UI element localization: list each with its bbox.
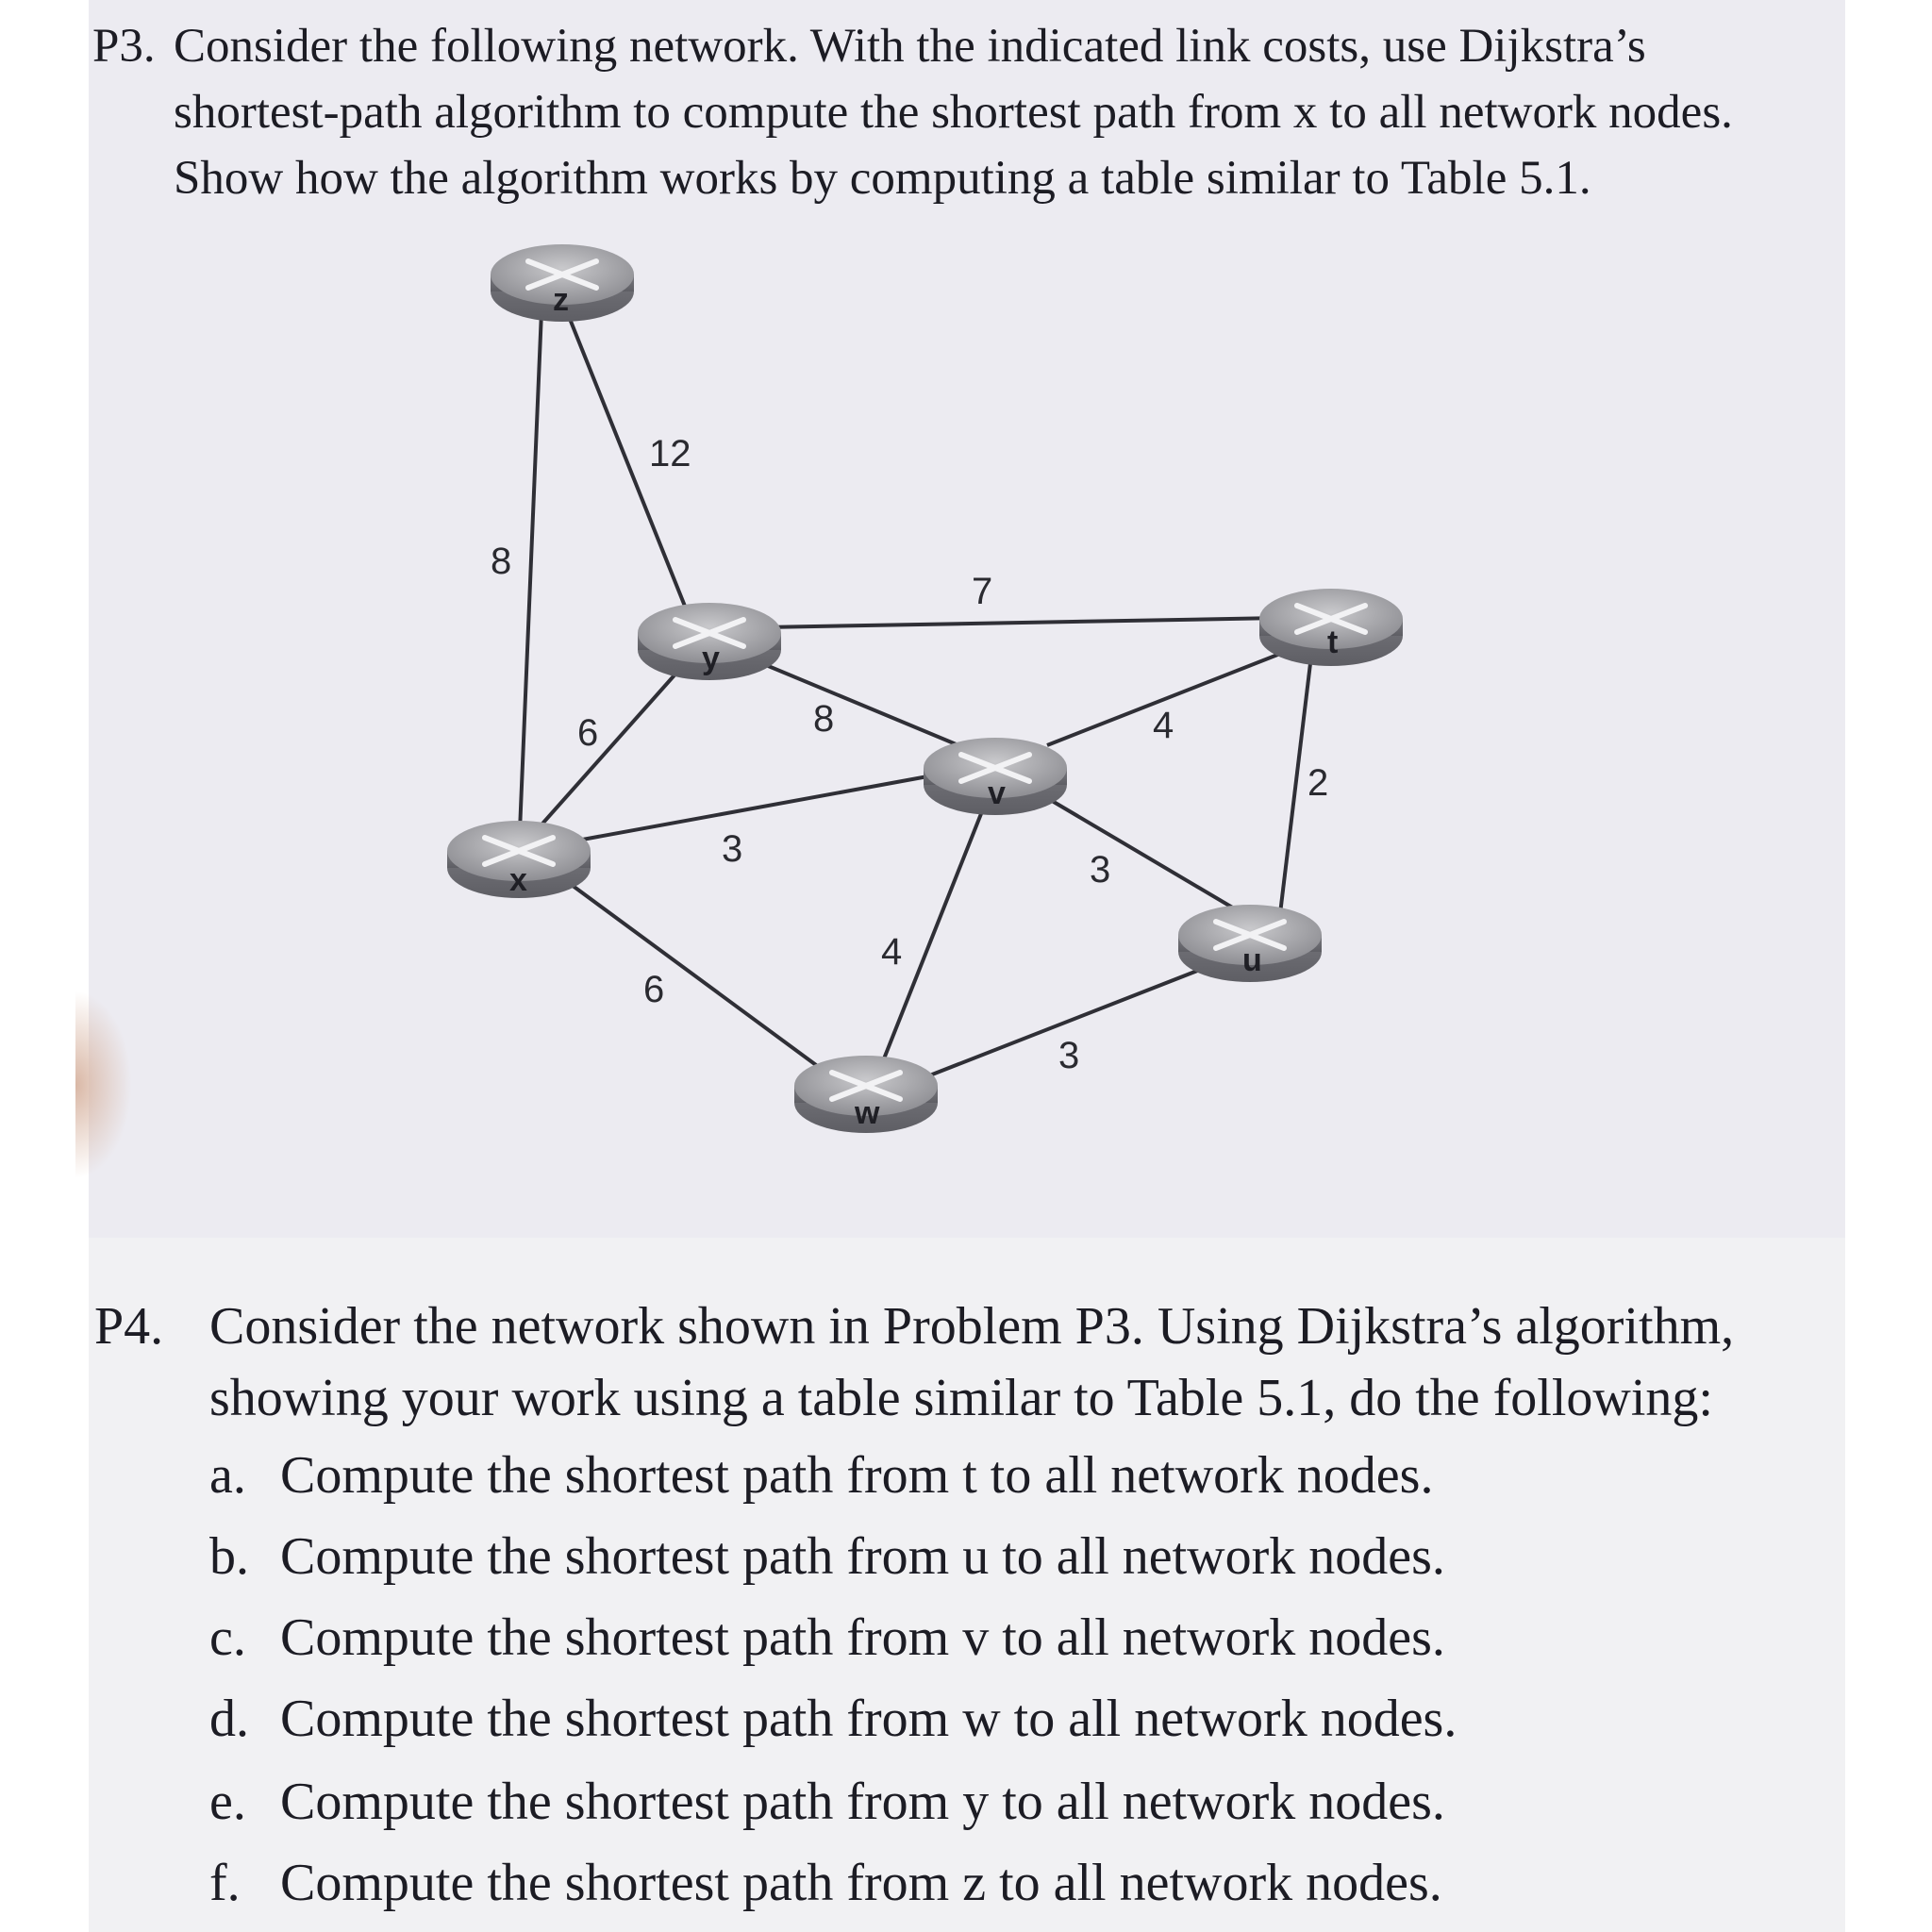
router-x [447,821,591,898]
link-y-v [755,660,981,755]
cost-z-x: 8 [491,541,512,582]
router-label-v: v [988,775,1006,811]
p4-item-a-letter: a. [209,1446,246,1505]
router-label-u: u [1242,942,1262,978]
cost-t-v: 4 [1153,705,1174,746]
router-label-x: x [509,862,527,898]
router-w [794,1056,938,1133]
p4-intro-line-1: Consider the network shown in Problem P3. Using Dijkstra’s algorithm, [209,1297,1735,1356]
p4-item-c-letter: c. [209,1608,246,1667]
router-label-z: z [553,282,569,318]
router-label-t: t [1327,625,1339,660]
p3-line-2: shortest-path algorithm to compute the shortest path from x to all network nodes. [174,86,1733,139]
router-u [1178,905,1322,982]
link-costs [491,433,1328,1076]
router-y [638,603,781,680]
router-v [924,738,1067,815]
p3-line-1: Consider the following network. With the indicated link costs, use Dijkstra’s [174,20,1646,73]
link-y-t [764,618,1280,627]
cost-w-u: 3 [1058,1035,1080,1076]
cost-z-y: 12 [649,433,691,475]
p4-intro-line-2: showing your work using a table similar to Table 5.1, do the following: [209,1369,1713,1427]
link-t-u [1278,656,1311,929]
p4-number: P4. [94,1297,164,1356]
cost-v-u: 3 [1090,849,1111,891]
router-label-y: y [702,641,720,676]
p4-item-c-text: Compute the shortest path from v to all network nodes. [280,1608,1445,1667]
p4-item-f-letter: f. [209,1854,241,1912]
link-t-v [1047,641,1311,745]
p4-item-b-letter: b. [209,1527,249,1586]
link-x-w [561,877,830,1075]
link-y-x [528,670,679,840]
cost-v-w: 4 [881,931,903,973]
p4-item-d-text: Compute the shortest path from w to all network nodes. [280,1690,1457,1748]
router-t [1259,589,1403,666]
link-z-x [519,311,541,854]
p4-item-b-text: Compute the shortest path from u to all network nodes. [280,1527,1445,1586]
cost-y-x: 6 [577,712,599,754]
p4-item-e-text: Compute the shortest path from y to all network nodes. [280,1773,1445,1831]
cost-t-u: 2 [1307,762,1329,804]
link-x-v [557,774,943,844]
p3-number: P3. [92,20,156,73]
p4-item-e-letter: e. [209,1773,246,1831]
p3-line-3: Show how the algorithm works by computing a table similar to Table 5.1. [174,152,1591,205]
link-v-u [1038,792,1245,915]
cost-x-v: 3 [722,828,743,870]
p4-item-a-text: Compute the shortest path from t to all network nodes. [280,1446,1434,1505]
cost-x-w: 6 [643,969,665,1010]
cost-y-t: 7 [972,571,993,612]
p4-item-d-letter: d. [209,1690,249,1748]
router-z [491,244,634,322]
p4-item-f-text: Compute the shortest path from z to all network nodes. [280,1854,1442,1912]
router-label-w: w [855,1095,880,1131]
cost-y-v: 8 [813,698,835,740]
